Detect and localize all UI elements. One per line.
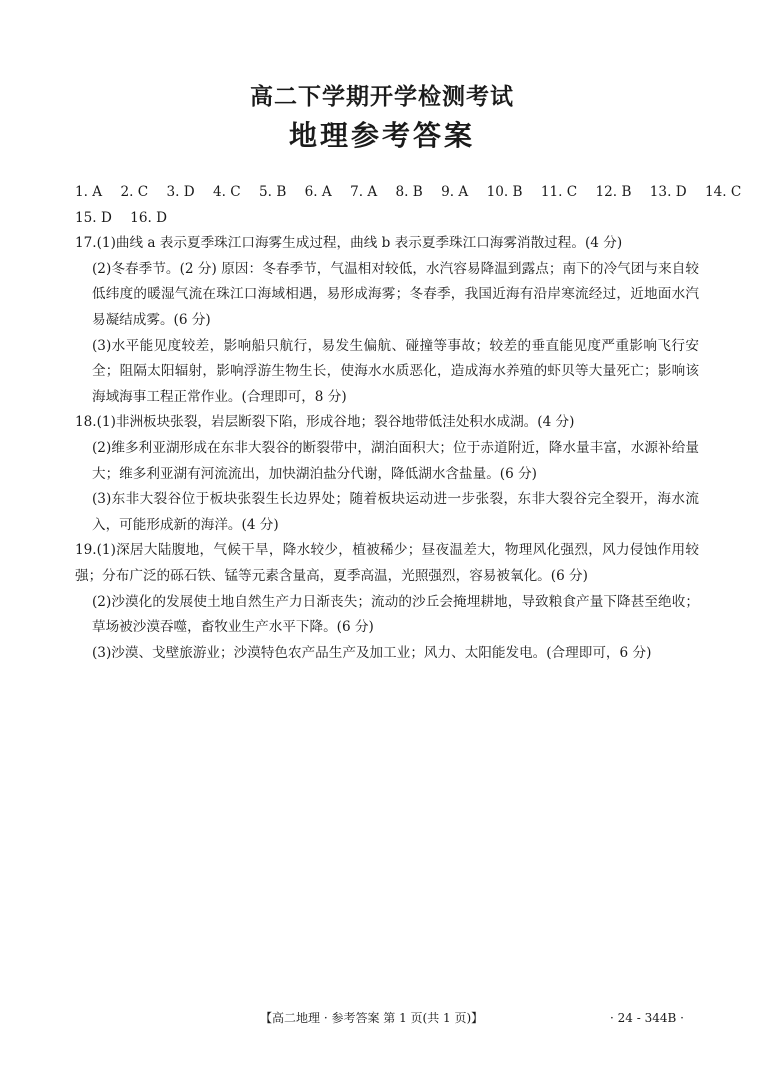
mc-answer: 8. B — [395, 184, 423, 200]
mc-answer: 5. B — [259, 184, 287, 200]
mc-answer: 16. D — [130, 209, 168, 226]
question-17 — [75, 231, 699, 410]
mc-answer: 10. B — [486, 184, 523, 200]
exam-title: 高二下学期开学检测考试 — [250, 84, 514, 110]
q17-part-2: (2)冬春季节。(2 分) 原因：冬春季节，气温相对较低，水汽容易降温到露点；南下的冷气团与来自较低纬度的暖湿气流在珠江口海域相遇，易形成海雾；冬春季，我国近海有沿岸寒流经过，近地面水汽易凝结成雾。(6 分) — [92, 260, 699, 328]
mc-answer: 9. A — [441, 184, 469, 200]
q17-part-1: 17.(1)曲线 a 表示夏季珠江口海雾生成过程，曲线 b 表示夏季珠江口海雾消散过程。(4 分) — [75, 235, 623, 252]
answer-key-title: 地理参考答案 — [288, 119, 475, 152]
mc-answer: 11. C — [540, 184, 578, 200]
q19-part-1: 19.(1)深居大陆腹地，气候干旱，降水较少，植被稀少；昼夜温差大，物理风化强烈，风力侵蚀作用较强；分布广泛的砾石铁、锰等元素含量高，夏季高温，光照强烈，容易被氧化。(6 分) — [75, 542, 699, 584]
q19-part-3: (3)沙漠、戈壁旅游业；沙漠特色农产品生产及加工业；风力、太阳能发电。(合理即可，6 分) — [92, 644, 652, 661]
mc-answer: 1. A — [75, 184, 103, 200]
multiple-choice-answers-line-1 — [75, 180, 742, 206]
mc-answer: 13. D — [649, 184, 687, 200]
mc-answer: 3. D — [166, 184, 195, 200]
mc-answer: 12. B — [595, 184, 632, 200]
q18-part-1: 18.(1)非洲板块张裂，岩层断裂下陷，形成谷地；裂谷地带低洼处积水成湖。(4 分) — [75, 414, 575, 431]
mc-answer: 7. A — [350, 184, 378, 200]
question-18 — [75, 410, 699, 538]
mc-answer: 4. C — [213, 184, 241, 200]
q18-part-2: (2)维多利亚湖形成在东非大裂谷的断裂带中，湖泊面积大；位于赤道附近，降水量丰富，水源补给量大；维多利亚湖有河流流出，加快湖泊盐分代谢，降低湖水含盐量。(6 分) — [92, 439, 699, 482]
question-19 — [75, 538, 699, 666]
footer-page-info: 【高二地理 · 参考答案 第 1 页(共 1 页)】 — [260, 1011, 484, 1025]
multiple-choice-answers-line-2 — [75, 206, 699, 232]
mc-answer: 14. C — [704, 184, 742, 200]
q18-part-3: (3)东非大裂谷位于板块张裂生长边界处；随着板块运动进一步张裂，东非大裂谷完全裂开，海水流入，可能形成新的海洋。(4 分) — [92, 491, 699, 533]
mc-answer: 6. A — [304, 184, 332, 200]
q17-part-3: (3)水平能见度较差，影响船只航行，易发生偏航、碰撞等事故；较差的垂直能见度严重影响飞行安全；阻隔太阳辐射，影响浮游生物生长，使海水水质恶化，造成海水养殖的虾贝等大量死亡；影响该海域海事工程正常作业。(合理即可，8 分) — [92, 337, 699, 405]
mc-answer: 2. C — [120, 184, 149, 200]
mc-answer: 15. D — [75, 209, 112, 226]
q19-part-2: (2)沙漠化的发展使土地自然生产力日渐丧失；流动的沙丘会掩埋耕地，导致粮食产量下降甚至绝收；草场被沙漠吞噬，畜牧业生产水平下降。(6 分) — [92, 593, 699, 636]
answer-body — [75, 180, 742, 666]
footer-exam-code: · 24 - 344B · — [610, 1011, 684, 1025]
